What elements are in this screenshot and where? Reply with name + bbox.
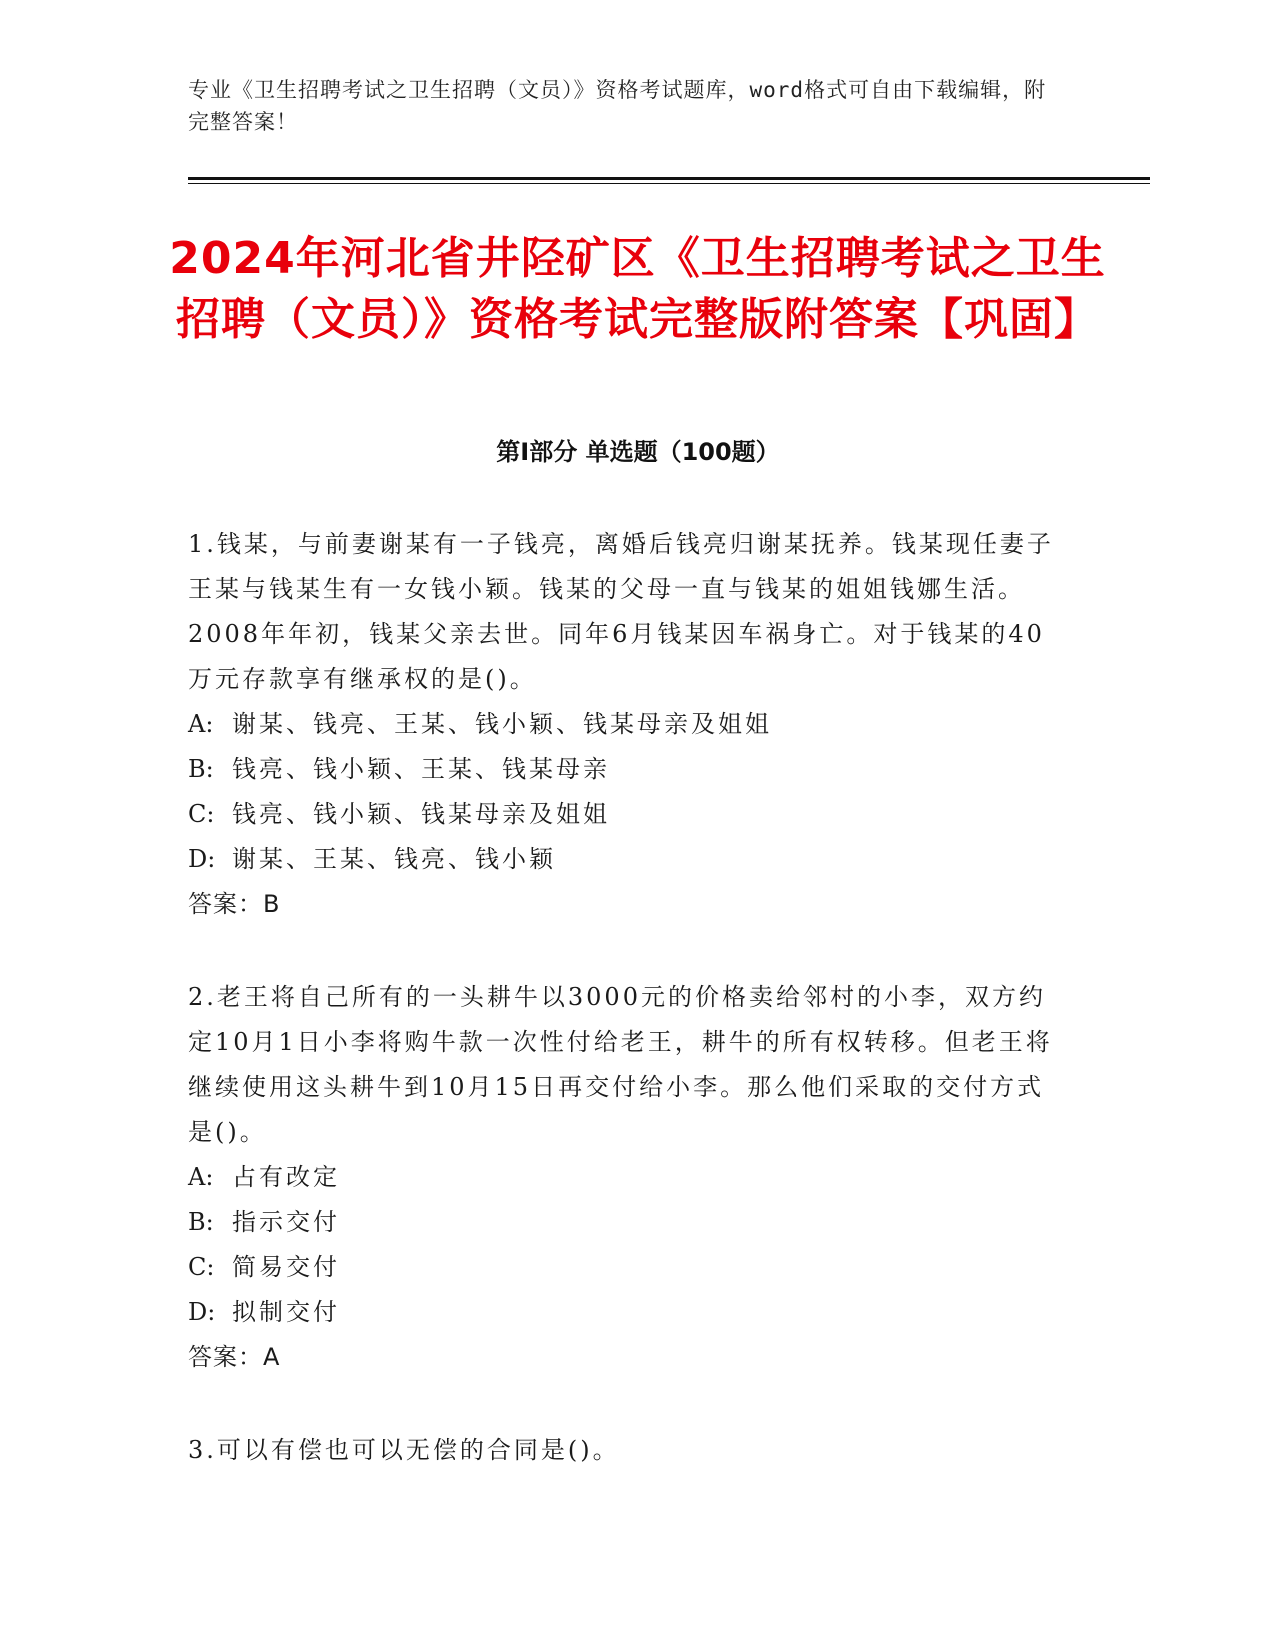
option-letter: B:	[188, 1208, 214, 1236]
option-text: 占有改定	[232, 1163, 340, 1191]
option-d	[188, 1290, 1068, 1335]
option-letter: A:	[188, 710, 214, 738]
section-title: 第Ⅰ部分 单选题（100题）	[496, 438, 780, 466]
option-text: 钱亮、钱小颖、王某、钱某母亲	[232, 755, 610, 783]
option-letter: A:	[188, 1163, 214, 1191]
question-1	[188, 522, 1068, 927]
question-stem: 2.老王将自己所有的一头耕牛以3000元的价格卖给邻村的小李，双方约定10月1日小李将购牛款一次性付给老王，耕牛的所有权转移。但老王将继续使用这头耕牛到10月15日再交付给小李。那么他们采取的交付方式是()。	[188, 983, 1053, 1146]
option-letter: B:	[188, 755, 214, 783]
header-note: 专业《卫生招聘考试之卫生招聘（文员）》资格考试题库，word格式可自由下载编辑，附完整答案！	[188, 78, 1047, 134]
option-text: 谢某、钱亮、王某、钱小颖、钱某母亲及姐姐	[232, 710, 772, 738]
option-letter: C:	[188, 800, 215, 828]
option-text: 拟制交付	[232, 1298, 340, 1326]
option-letter: D:	[188, 845, 216, 873]
document-title: 2024年河北省井陉矿区《卫生招聘考试之卫生招聘（文员）》资格考试完整版附答案【巩固】	[169, 233, 1106, 345]
header-rule-thin	[188, 183, 1150, 184]
option-a	[188, 702, 1068, 747]
question-stem: 1.钱某，与前妻谢某有一子钱亮，离婚后钱亮归谢某抚养。钱某现任妻子王某与钱某生有一女钱小颖。钱某的父母一直与钱某的姐姐钱娜生活。2008年年初，钱某父亲去世。同年6月钱某因车祸身亡。对于钱某的40万元存款享有继承权的是()。	[188, 530, 1054, 693]
option-letter: C:	[188, 1253, 215, 1281]
option-text: 谢某、王某、钱亮、钱小颖	[232, 845, 556, 873]
option-c	[188, 792, 1068, 837]
option-letter: D:	[188, 1298, 216, 1326]
option-b	[188, 1200, 1068, 1245]
option-text: 钱亮、钱小颖、钱某母亲及姐姐	[232, 800, 610, 828]
option-c	[188, 1245, 1068, 1290]
option-text: 简易交付	[232, 1253, 340, 1281]
question-stem: 3.可以有偿也可以无偿的合同是()。	[188, 1436, 620, 1464]
option-d	[188, 837, 1068, 882]
option-b	[188, 747, 1068, 792]
question-2	[188, 975, 1068, 1380]
question-3	[188, 1428, 1068, 1473]
header-rule-thick	[188, 177, 1150, 180]
answer: 答案：A	[188, 1343, 281, 1371]
answer: 答案：B	[188, 890, 281, 918]
option-text: 指示交付	[232, 1208, 340, 1236]
option-a	[188, 1155, 1068, 1200]
